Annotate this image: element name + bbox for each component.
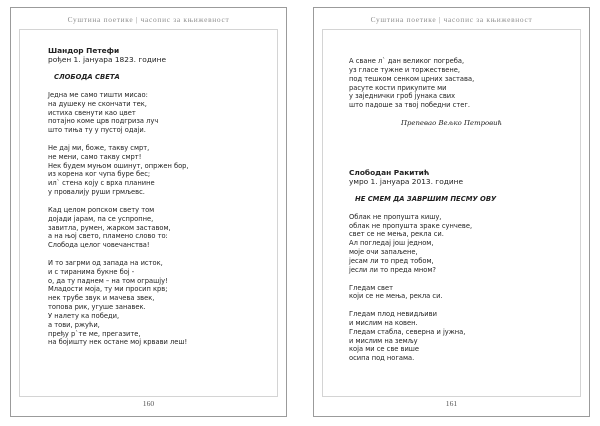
poem-line: а на њој свето, пламено слово то: [48,232,168,241]
right-page-content [349,57,581,363]
poem-line: Облак не пропушта кишу, [349,212,442,221]
poem-line: ил` стена којy с врха планине [48,179,155,188]
poem-line: У налету ка победи, [48,311,120,320]
poem-title: НЕ СМЕМ ДА ЗАВРШИМ ПЕСМУ ОВУ [355,194,497,203]
author-birth: рођен 1. јануара 1823. године [48,55,167,64]
stanza [48,259,278,347]
page-number: 160 [142,399,155,408]
poem-line: потајно коме црв подгризa луч [48,117,159,126]
poem-line: свет се не мења, рекла си. [349,230,444,239]
poem-line: расуте кости прикупите ми [349,83,447,92]
poem-line: Једна ме само тишти мисао: [48,90,148,99]
poem-line: на бојишту нек остане мој крвави леш! [48,338,188,347]
poem-line: топова рик, угуше занавек. [48,303,146,312]
poem-line: под тешком сенком црних застава, [349,74,475,83]
stanza [48,206,278,250]
poem-line: што падоше за твој победни стег. [349,101,470,110]
journal-header: Суштина поетике | часопис за књижевност [370,15,533,24]
stanza [349,213,581,275]
author-death: умро 1. јануара 2013. године [349,176,464,186]
poem-title: СЛОБОДА СВЕТА [54,73,120,81]
poem-line: и мислим на ковен. [349,318,418,327]
poem-line: што тиња ту у пустој одаји. [48,126,146,135]
poem-line: Младости моја, ту ми просип крв; [48,285,168,294]
poem-line: на душеку не скончати тек, [48,99,147,108]
poem-line: уз гласе тужне и торжествене, [349,65,461,74]
poem-line: моје очи запаљене, [349,248,418,257]
page-number: 161 [445,399,458,408]
poem-body [48,91,278,347]
poem-line: о, да ту паднем – на том огрaшју! [48,276,168,285]
right-page [313,7,590,417]
poem-line: Кад целом ропском свету том [48,205,155,214]
poem-line: Нек будем муњом ошинут, опржен бор, [48,161,189,170]
author-name: Шандор Петефи [48,46,120,55]
poem-line: из корена ког чупа буре бес; [48,170,151,179]
poem-continuation [349,57,581,110]
poem-line: Ал погледај још једном, [349,239,434,248]
poem-line: која ми се све више [349,345,420,354]
poem-line: А сване л` дан великог погреба, [349,57,465,65]
poem-line: у заједнички гроб јунака свих [349,92,456,101]
poem-line: јесли ли то преда мном? [349,265,436,274]
poem-body [349,213,581,363]
poem-line: И то загрми од запада на исток, [48,258,163,267]
poem-line: Гледам плод невидљиви [349,310,437,319]
poem-line: завитла, румен, жарком заставом, [48,223,171,232]
poem-line: нек трубе звук и мачева звек, [48,294,155,303]
poem-line: дојади јарам, па се успропне, [48,214,154,223]
stanza [349,284,581,302]
poem-line: Не дај ми, боже, такву смрт, [48,143,150,152]
poem-line: и с тиранима букне бој - [48,267,135,276]
poem-line: и мислим на земљу [349,336,418,345]
stanza [48,91,278,135]
stanza [48,144,278,197]
poem-line: осипа под ногама. [349,354,415,363]
poem-line: пређу р`те ме, прегазите, [48,329,141,338]
stanza [349,310,581,363]
poem-line: у провалију руши грмљевс. [48,188,145,197]
author-name: Слободан Ракитић [349,167,430,177]
poem-line: не мени, само такву смрт! [48,152,142,161]
poem-line: Гледам свет [349,283,393,292]
poem-line: а тови, ржући, [48,320,100,329]
translator-credit: Препевао Вељко Петровић [401,119,503,128]
poem-line: облак не пропушта зраке сунчеве, [349,221,473,230]
left-page-content [48,46,278,347]
poem-line: јесам ли то пред тобом, [349,256,434,265]
poem-line: Слобода целог човечанства! [48,241,150,250]
journal-header: Суштина поетике | часопис за књижевност [67,15,230,24]
left-page [10,7,287,417]
poem-line: Гледам стабла, северна и јужна, [349,327,466,336]
poem-line: који се не мења, рекла си. [349,292,443,301]
poem-line: истиха свенути као цвет [48,108,136,117]
